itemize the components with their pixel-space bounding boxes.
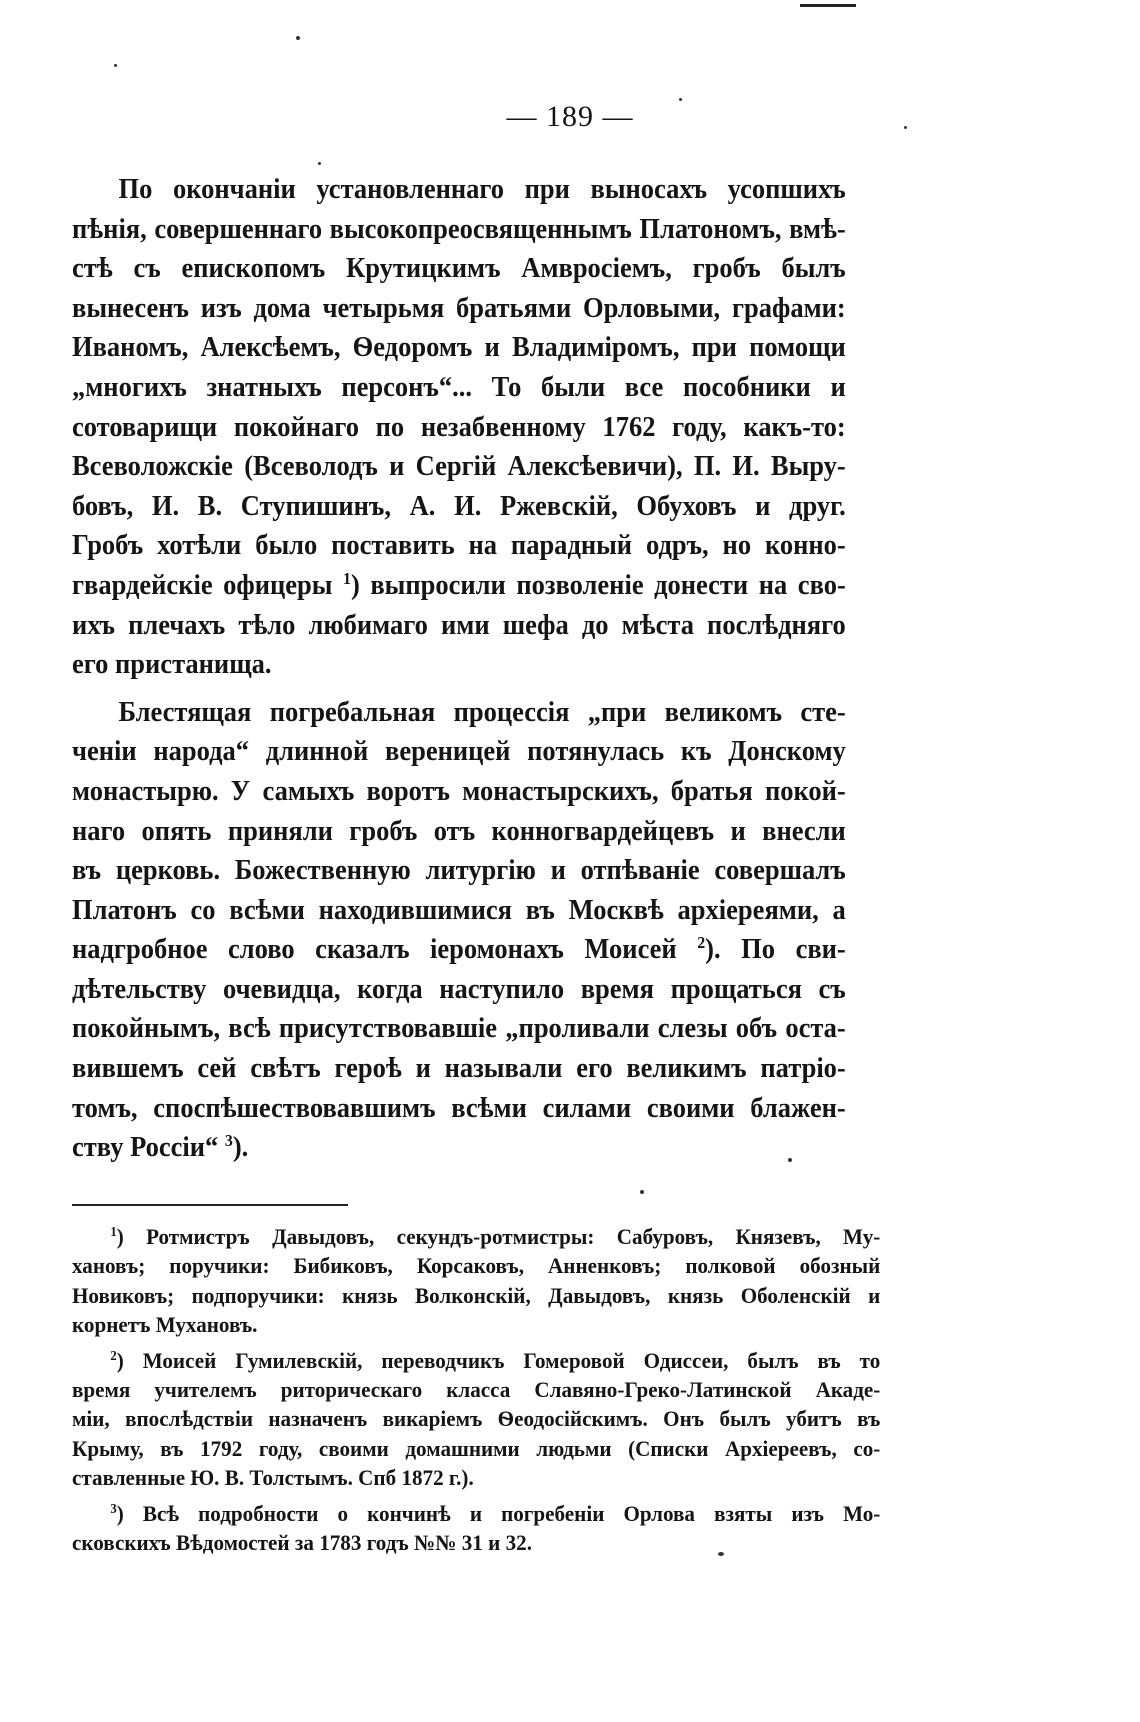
scan-speck: [904, 126, 907, 129]
text-line: ченіи народа“ длинной вереницей потянулась къ Донскому: [72, 736, 846, 768]
page-number: — 189 —: [506, 100, 634, 133]
footnotes: [72, 1222, 880, 1557]
footnote-line: Крыму, въ 1792 году, своими домашними людьми (Списки Архіереевъ, со-: [72, 1435, 881, 1461]
text-segment: ).: [232, 1132, 249, 1164]
footnote-line: сковскихъ Вѣдомостей за 1783 годъ №№ 31 и 32.: [72, 1529, 532, 1555]
footnote-line: Новиковъ; подпоручики: князь Волконскій, Давыдовъ, князь Оболенскій и: [72, 1282, 881, 1308]
footnote-line: [72, 1499, 880, 1528]
scan-speck: [679, 98, 682, 101]
footnote-mark: 1: [110, 1224, 117, 1240]
footnote-mark: 2: [110, 1347, 117, 1363]
text-line: [72, 1128, 846, 1168]
paragraph-2: [72, 693, 846, 1168]
scan-speck: [640, 1190, 644, 1194]
text-segment: ) Моисей Гумилевскій, переводчикъ Гомеровой Одиссеи, былъ въ то: [116, 1347, 881, 1373]
scan-mark: [800, 4, 856, 7]
footnote-line: корнетъ Мухановъ.: [72, 1312, 258, 1338]
text-segment: ству Россіи“: [72, 1132, 219, 1164]
text-line: [72, 930, 846, 970]
text-line: стѣ съ епископомъ Крутицкимъ Амвросіемъ, гробъ былъ: [72, 253, 846, 285]
text-line: томъ, споспѣшествовавшимъ всѣми силами своими блажен-: [72, 1092, 846, 1124]
scan-speck: [788, 1158, 792, 1162]
footnote-line: ставленные Ю. В. Толстымъ. Спб 1872 г.).: [72, 1465, 474, 1491]
footnote-1: [72, 1222, 880, 1340]
footnote-line: время учителемъ риторическаго класса Славяно-Греко-Латинской Акаде-: [72, 1376, 881, 1402]
footnote-line: хановъ; поручики: Бибиковъ, Корсаковъ, Анненковъ; полковой обозный: [72, 1253, 881, 1279]
footnote-2: [72, 1346, 880, 1493]
text-line: [72, 566, 846, 606]
text-segment: ) Всѣ подробности о кончинѣ и погребеніи Орлова взяты изъ Мо-: [116, 1500, 881, 1526]
footnote-3: [72, 1499, 880, 1558]
footnote-ref-1[interactable]: 1: [343, 568, 351, 588]
text-line: бовъ, И. В. Ступишинъ, А. И. Ржевскій, Обуховъ и друг.: [72, 490, 846, 522]
text-line: въ церковь. Божественную литургію и отпѣваніе совершалъ: [72, 855, 846, 887]
footnote-ref-2[interactable]: 2: [697, 933, 706, 953]
scan-speck: [718, 1552, 724, 1556]
text-line: По окончаніи установленнаго при выносахъ усопшихъ: [118, 174, 846, 205]
text-segment: надгробное слово сказалъ іеромонахъ Моисей: [72, 934, 677, 966]
text-line: Гробъ хотѣли было поставить на парадный одръ, но конно-: [72, 530, 846, 562]
main-text: [72, 170, 846, 1168]
footnote-line: [72, 1346, 880, 1375]
text-line: сотоварищи покойнаго по незабвенному 1762 году, какъ-то:: [72, 411, 846, 443]
footnote-divider: [72, 1204, 348, 1206]
text-line: монастырю. У самыхъ воротъ монастырскихъ, братья покой-: [72, 775, 846, 807]
text-segment: гвардейскіе офицеры: [72, 569, 333, 601]
footnote-line: [72, 1222, 880, 1251]
text-line: вынесенъ изъ дома четырьмя братьями Орловыми, графами:: [72, 292, 846, 324]
text-segment: ) выпросили позволеніе донести на сво-: [350, 569, 846, 601]
text-segment: ) Ротмистръ Давыдовъ, секундъ-ротмистры: Сабуровъ, Князевъ, Му-: [116, 1224, 881, 1249]
text-line: вившемъ сей свѣтъ героѣ и называли его великимъ патріо-: [72, 1053, 846, 1085]
scan-speck: [114, 64, 117, 67]
text-line: „многихъ знатныхъ персонъ“... То были все пособники и: [72, 371, 846, 403]
text-line: Всеволожскіе (Всеволодъ и Сергій Алексѣевичи), П. И. Выру-: [72, 451, 846, 483]
footnote-line: міи, впослѣдствіи назначенъ викаріемъ Ѳеодосійскимъ. Онъ былъ убитъ въ: [72, 1406, 881, 1432]
text-line: ихъ плечахъ тѣло любимаго ими шефа до мѣста послѣдняго: [72, 609, 846, 641]
text-line: покойнымъ, всѣ присутствовавшіе „проливали слезы объ оста-: [72, 1013, 846, 1045]
text-line: пѣнія, совершеннаго высокопреосвященнымъ Платономъ, вмѣ-: [72, 213, 846, 245]
text-line: Блестящая погребальная процессія „при великомъ сте-: [118, 696, 846, 728]
scan-speck: [296, 36, 300, 40]
footnote-ref-3[interactable]: 3: [224, 1131, 233, 1150]
paragraph-1: [72, 170, 846, 685]
text-segment: ). По сви-: [705, 934, 846, 966]
text-line: Иваномъ, Алексѣемъ, Ѳедоромъ и Владиміромъ, при помощи: [72, 332, 846, 364]
footnote-mark: 3: [110, 1500, 117, 1516]
text-line: наго опять приняли гробъ отъ конногвардейцевъ и внесли: [72, 815, 846, 847]
text-line: Платонъ со всѣми находившимися въ Москвѣ архіереями, а: [72, 894, 846, 926]
scan-speck: [318, 162, 321, 165]
text-line: его пристанища.: [72, 649, 272, 681]
text-line: дѣтельству очевидца, когда наступило время прощаться съ: [72, 973, 846, 1005]
